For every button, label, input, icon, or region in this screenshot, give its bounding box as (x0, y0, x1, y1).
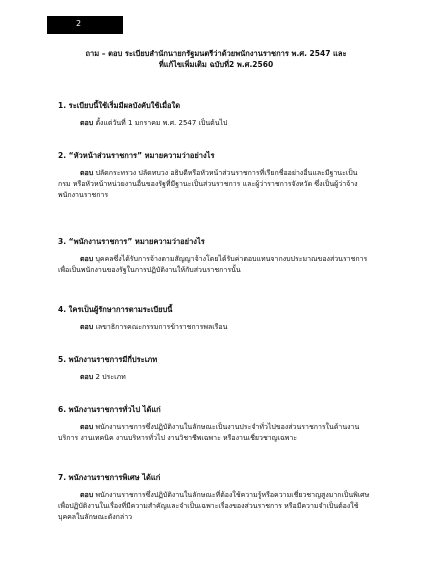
qa-item-5 (58, 354, 400, 383)
answer-line: เพื่อปฏิบัติงานในเรื่องที่มีความสำคัญและจำเป็นเฉพาะเรื่องของส่วนราชการ หรือมีความจำเป็นต้องใช้ (58, 502, 359, 510)
qa-item-4 (58, 304, 400, 333)
question-4: 4. ใครเป็นผู้รักษาการตามระเบียบนี้ (58, 305, 173, 314)
answer-label: ตอบ (80, 255, 94, 263)
answer-7 (58, 490, 400, 523)
answer-1 (58, 118, 400, 129)
answer-line: กรม หรือหัวหน้าหน่วยงานอื่นของรัฐที่มีฐานะเป็นส่วนราชการ และผู้ว่าราชการจังหวัด ซึ่งเป็นผู้ว่าจ้าง (58, 180, 358, 188)
answer-line: ปลัดกระทรวง ปลัดทบวง อธิบดีหรือหัวหน้าส่วนราชการที่เรียกชื่ออย่างอื่นและมีฐานะเป็น (95, 169, 358, 177)
qa-item-1 (58, 100, 400, 129)
answer-line: พนักงานราชการซึ่งปฏิบัติงานในลักษณะเป็นงานประจำทั่วไปของส่วนราชการในด้านงาน (95, 423, 360, 431)
answer-line: เพื่อเป็นพนักงานของรัฐในการปฏิบัติงานให้กับส่วนราชการนั้น (58, 266, 241, 274)
document-title (0, 48, 432, 70)
question-7: 7. พนักงานราชการพิเศษ ได้แก่ (58, 473, 161, 482)
answer-label: ตอบ (80, 169, 94, 177)
answer-5 (58, 372, 400, 383)
answer-line: พนักงานราชการ (58, 191, 109, 199)
answer-label: ตอบ (80, 119, 94, 127)
answer-label: ตอบ (80, 373, 94, 381)
answer-3 (58, 254, 400, 276)
answer-line: เลขาธิการคณะกรรมการข้าราชการพลเรือน (95, 323, 228, 331)
page-number-bar (47, 16, 123, 34)
answer-line: บุคคลในลักษณะดังกล่าว (58, 513, 133, 521)
answer-4 (58, 322, 400, 333)
answer-label: ตอบ (80, 491, 94, 499)
answer-line: บุคคลซึ่งได้รับการจ้างตามสัญญาจ้างโดยได้รับค่าตอบแทนจากงบประมาณของส่วนราชการ (95, 255, 368, 263)
question-5: 5. พนักงานราชการมีกี่ประเภท (58, 355, 158, 364)
qa-item-2 (58, 150, 400, 201)
qa-item-3 (58, 236, 400, 276)
question-3: 3. “พนักงานราชการ” หมายความว่าอย่างไร (58, 237, 205, 246)
answer-line: 2 ประเภท (95, 373, 126, 381)
answer-2 (58, 168, 400, 201)
answer-line: ตั้งแต่วันที่ 1 มกราคม พ.ศ. 2547 เป็นต้นไป (95, 119, 228, 127)
title-line-1: ถาม – ตอบ ระเบียบสำนักนายกรัฐมนตรีว่าด้วยพนักงานราชการ พ.ศ. 2547 และ (85, 49, 347, 58)
question-1: 1. ระเบียบนี้ใช้เริ่มมีผลบังคับใช้เมื่อใด (58, 101, 181, 110)
title-line-2: ที่แก้ไขเพิ่มเติม ฉบับที่2 พ.ศ.2560 (158, 60, 274, 69)
question-6: 6. พนักงานราชการทั่วไป ได้แก่ (58, 405, 161, 414)
answer-label: ตอบ (80, 323, 94, 331)
answer-line: พนักงานราชการซึ่งปฏิบัติงานในลักษณะที่ต้องใช้ความรู้หรือความเชี่ยวชาญสูงมากเป็นพิเศษ (95, 491, 370, 499)
page-number: 2 (76, 19, 82, 28)
answer-line: บริการ งานเทคนิค งานบริหารทั่วไป งานวิชาชีพเฉพาะ หรืองานเชี่ยวชาญเฉพาะ (58, 434, 298, 442)
qa-item-7 (58, 472, 400, 523)
answer-label: ตอบ (80, 423, 94, 431)
qa-item-6 (58, 404, 400, 444)
answer-6 (58, 422, 400, 444)
question-2: 2. “หัวหน้าส่วนราชการ” หมายความว่าอย่างไร (58, 151, 215, 160)
